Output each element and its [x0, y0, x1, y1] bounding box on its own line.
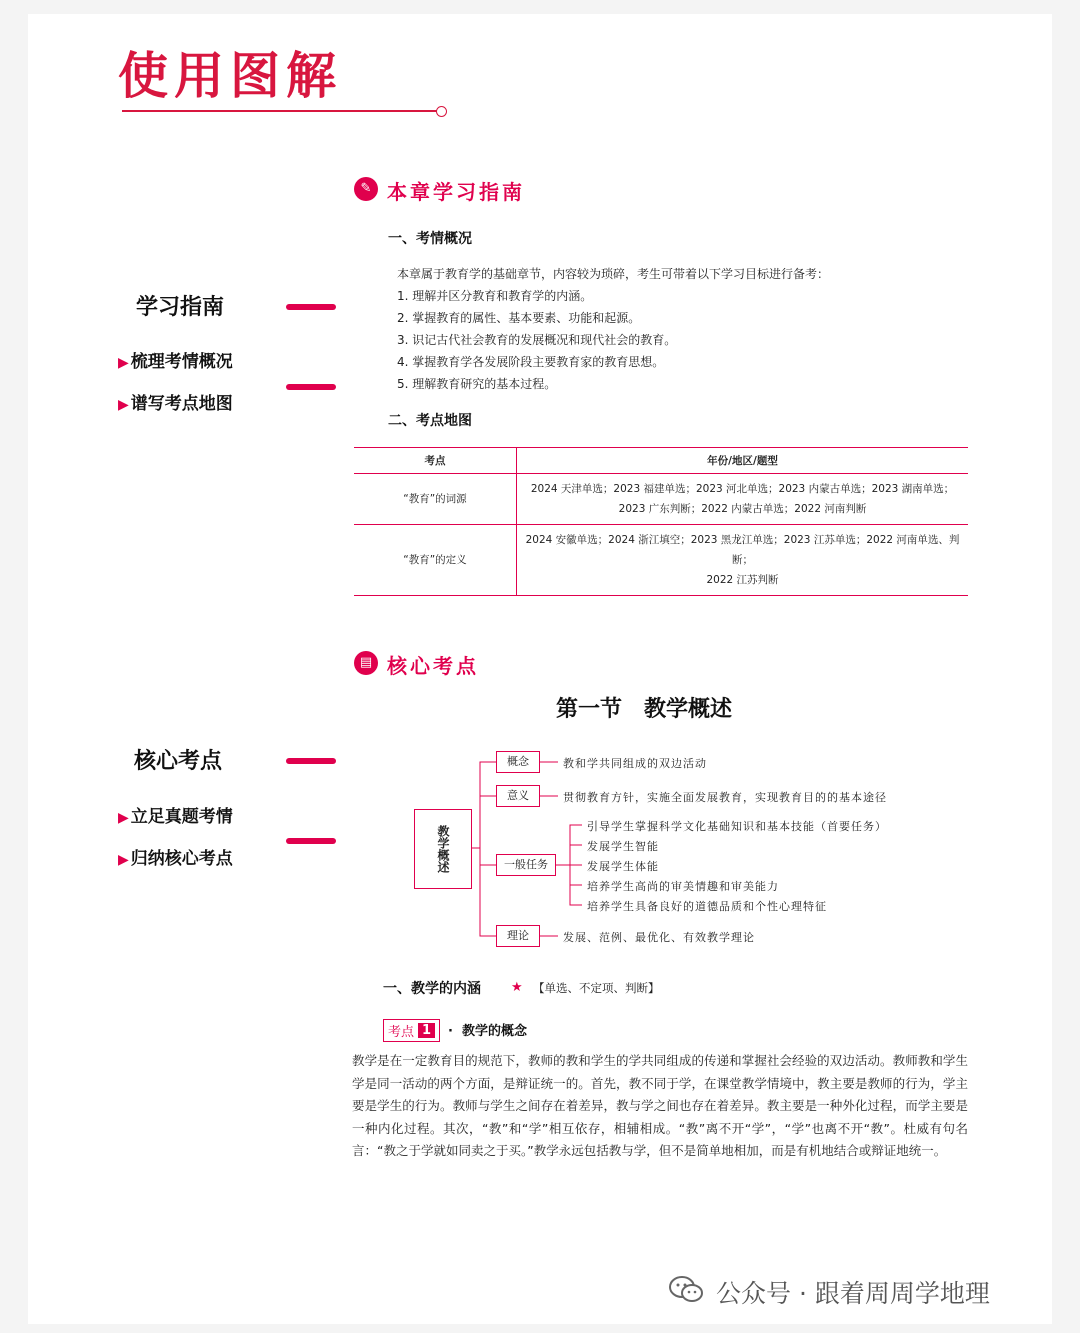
sidebar-guide-item-2	[118, 389, 233, 414]
mindmap-leaf: 培养学生具备良好的道德品质和个性心理特征	[587, 900, 827, 913]
mindmap-leaf: 发展学生体能	[587, 860, 659, 873]
sidebar-core-item-1-label: 立足真题考情	[130, 807, 233, 827]
guide-connector-bar-2	[286, 384, 336, 390]
kaodian-title-text: 教学的概念	[462, 1024, 528, 1039]
guide-goal-4: 4. 掌握教育学各发展阶段主要教育家的教育思想。	[397, 355, 665, 369]
content-paragraph: 教学是在一定教育目的规范下，教师的教和学生的学共同组成的传递和掌握社会经验的双边活动。教师教和学生学是同一活动的两个方面，是辩证统一的。首先，教不同于学，在课堂教学情境中，教主要是教师的行为，学主要是学生的行为。教师与学生之间存在着差异，教与学之间也存在着差异。教主要是一种外化过程，而学主要是一种内化过程。其次，“教”和“学”相互依存，相辅相成。“教”离不开“学”，“学”也离不开“教”。杜威有句名言：“教之于学就如同卖之于买。”教学永远包括教与学，但不是简单地相加，而是有机地结合或辩证地统一。	[352, 1053, 968, 1158]
table-header-topic: 考点	[354, 448, 517, 474]
sidebar-guide-item-1-label: 梳理考情概况	[130, 352, 233, 372]
note-icon: ✎	[354, 177, 378, 201]
mindmap-leaf: 培养学生高尚的审美情趣和审美能力	[587, 880, 779, 893]
section-heading: 第一节 教学概述	[556, 696, 733, 722]
triangle-icon: ▶	[118, 397, 129, 413]
sidebar-core-item-2	[118, 844, 233, 869]
table-header-detail: 年份/地区/题型	[517, 448, 969, 474]
guide-h2: 二、考点地图	[388, 413, 472, 429]
watermark-text: 公众号 · 跟着周周学地理	[716, 1279, 990, 1308]
table-cell-detail	[517, 525, 969, 596]
exam-map-table	[354, 447, 968, 596]
mindmap-leaf: 贯彻教育方针，实施全面发展教育，实现教育目的的基本途径	[563, 791, 887, 804]
page-title: 使用图解	[118, 46, 342, 105]
guide-goal-3: 3. 识记古代社会教育的发展概况和现代社会的教育。	[397, 333, 677, 347]
table-cell-topic: “教育”的词源	[354, 474, 517, 525]
table-header-row	[354, 448, 968, 474]
title-underline	[122, 110, 438, 112]
table-cell-line: 2023 广东判断；2022 内蒙古单选；2022 河南判断	[618, 503, 867, 515]
book-icon: ▤	[354, 651, 378, 675]
core-connector-bar-2	[286, 838, 336, 844]
triangle-icon: ▶	[118, 810, 129, 826]
table-row	[354, 474, 968, 525]
kaodian-label: 考点	[388, 1025, 415, 1040]
sidebar-guide-item-2-label: 谱写考点地图	[130, 394, 233, 414]
mindmap-branch-theory: 理论	[496, 925, 540, 947]
guide-goal-5: 5. 理解教育研究的基本过程。	[397, 377, 557, 391]
triangle-icon: ▶	[118, 355, 129, 371]
kaodian-number: 1	[418, 1023, 435, 1038]
guide-h1: 一、考情概况	[388, 231, 472, 247]
sidebar-guide-heading: 学习指南	[136, 295, 225, 320]
sidebar-guide-item-1	[118, 347, 233, 372]
kaodian-badge	[383, 1019, 440, 1042]
mindmap-branch-tasks: 一般任务	[496, 854, 556, 876]
guide-goal-2: 2. 掌握教育的属性、基本要素、功能和起源。	[397, 311, 641, 325]
guide-connector-bar	[286, 304, 336, 310]
mindmap-branch-meaning: 意义	[496, 785, 540, 807]
sidebar-core-heading: 核心考点	[134, 749, 223, 774]
table-row	[354, 525, 968, 596]
question-type-tags: 【单选、不定项、判断】	[533, 981, 660, 995]
mindmap-leaf: 发展、范例、最优化、有效教学理论	[563, 931, 755, 944]
mindmap-leaf: 发展学生智能	[587, 840, 659, 853]
title-underline-dot	[436, 106, 447, 117]
mindmap-root: 教学概述	[414, 809, 472, 889]
mindmap-branch-concept: 概念	[496, 751, 540, 773]
table-cell-detail	[517, 474, 969, 525]
content-subheading: 一、教学的内涵	[383, 981, 481, 997]
sidebar-core-item-1	[118, 802, 233, 827]
wechat-icon	[668, 1275, 704, 1303]
table-cell-line: 2024 天津单选；2023 福建单选；2023 河北单选；2023 内蒙古单选；2023 湖南单选；	[530, 483, 955, 495]
mindmap-leaf: 引导学生掌握科学文化基础知识和基本技能（首要任务）	[587, 820, 887, 833]
table-cell-line: 2022 江苏判断	[706, 574, 779, 586]
guide-section-title: 本章学习指南	[387, 180, 525, 204]
guide-goal-1: 1. 理解并区分教育和教育学的内涵。	[397, 289, 593, 303]
triangle-icon: ▶	[118, 852, 129, 868]
mindmap-leaf: 教和学共同组成的双边活动	[563, 757, 707, 770]
star-icon: ★	[511, 980, 523, 995]
table-cell-line: 2024 安徽单选；2024 浙江填空；2023 黑龙江单选；2023 江苏单选；2022 河南单选、判断；	[525, 534, 960, 566]
sidebar-core-item-2-label: 归纳核心考点	[130, 849, 233, 869]
guide-intro: 本章属于教育学的基础章节，内容较为琐碎，考生可带着以下学习目标进行备考：	[397, 267, 830, 281]
table-cell-topic: “教育”的定义	[354, 525, 517, 596]
kaodian-title: · 教学的概念	[448, 1024, 528, 1039]
core-section-title: 核心考点	[387, 654, 479, 678]
core-connector-bar	[286, 758, 336, 764]
mindmap-connectors	[400, 740, 960, 955]
